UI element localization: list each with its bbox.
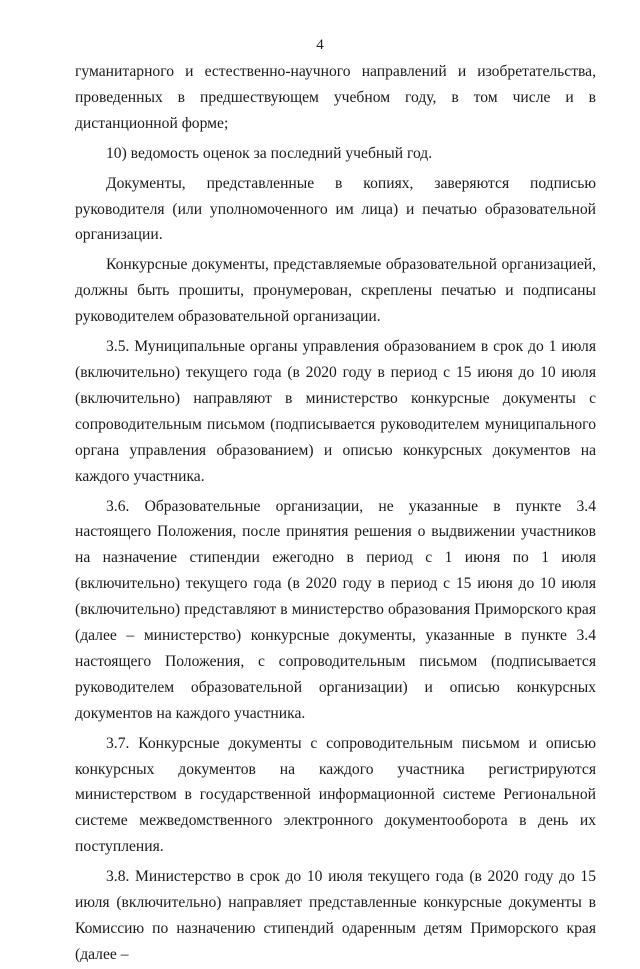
document-body [75,59,596,969]
clause-3-5: 3.5. Муниципальные органы управления образованием в срок до 1 июля (включительно) текущего года (в 2020 году в период с 15 июня до 10 июля (включительно) направляют в министерство конкурсные документы с сопроводительным письмом (подписывается руководителем муниципального органа управления образованием) и описью конкурсных документов на каждого участника. [75,338,596,485]
clause-3-6: 3.6. Образовательные организации, не указанные в пункте 3.4 настоящего Положения, после принятия решения о выдвижении участников на назначение стипендии ежегодно в период с 1 июня по 1 июля (включительно) текущего года (в 2020 году в период с 15 июня до 10 июля (включительно) представляют в министерство образования Приморского края (далее – министерство) конкурсные документы, указанные в пункте 3.4 настоящего Положения, с сопроводительным письмом (подписывается руководителем образовательной организации) и описью конкурсных документов на каждого участника. [75,497,596,722]
page-number: 4 [316,37,324,53]
clause-3-7: 3.7. Конкурсные документы с сопроводительным письмом и описью конкурсных документов на каждого участника регистрируются министерством в государственной информационной системе Региональной системе межведомственного электронного документооборота в день их поступления. [75,734,596,856]
paragraph-competition-documents: Конкурсные документы, представляемые образовательной организацией, должны быть прошиты, пронумерован, скреплены печатью и подписаны руководителем образовательной организации. [75,256,596,326]
list-item-10: 10) ведомость оценок за последний учебный год. [106,144,433,162]
paragraph-continuation: гуманитарного и естественно-научного направлений и изобретательства, проведенных в предшествующем учебном году, в том числе и в дистанционной форме; [75,63,596,132]
paragraph-copies-certification: Документы, представленные в копиях, заверяются подписью руководителя (или уполномоченного им лица) и печатью образовательной организации. [75,174,596,244]
clause-3-8: 3.8. Министерство в срок до 10 июля текущего года (в 2020 году до 15 июля (включительно) направляет представленные конкурсные документы в Комиссию по назначению стипендий одаренным детям Приморского края (далее – [75,868,596,963]
